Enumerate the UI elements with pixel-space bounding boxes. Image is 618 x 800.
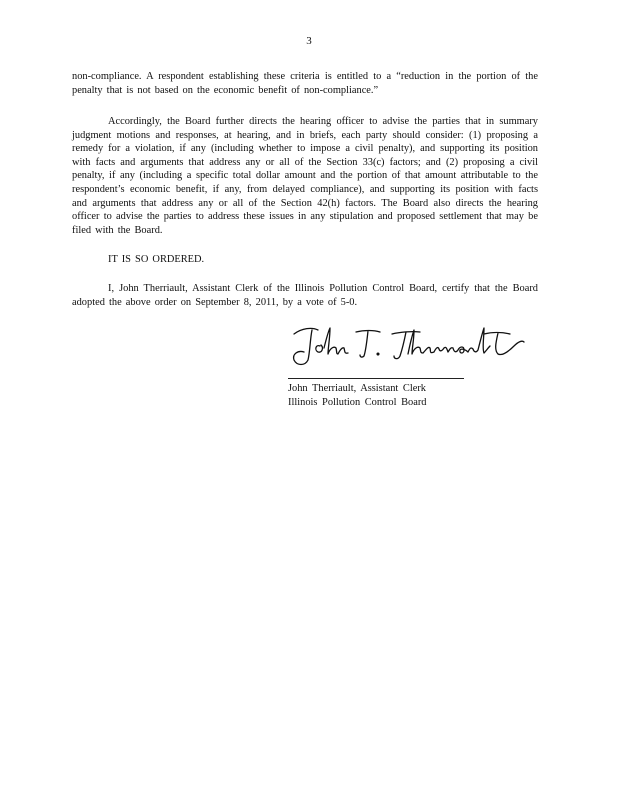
signer-name-title: John Therriault, Assistant Clerk [288,383,426,394]
page-number: 3 [306,35,312,47]
handwritten-signature [288,318,528,370]
paragraph-hearing-directions: Accordingly, the Board further directs the hearing officer to advise the parties that in summary judgment motions and responses, at hearing, and in briefs, each party should consider: (1) proposing a remedy for a violation, if any (including whether to impose a civil penalty), and supporting its position with facts and arguments that address any or all of the Section 33(c) factors; and (2) proposing a civil penalty, if any (including a specific total dollar amount and the portion of that amount attributable to the respondent’s economic benefit, if any, from delayed compliance), and supporting its position with facts and arguments that address any or all of the Section 42(h) factors. The Board also directs the hearing officer to advise the parties to address these issues in any stipulation and proposed settlement that may be filed with the Board. [72,116,538,236]
signature-line [288,378,464,379]
paragraph-so-ordered: IT IS SO ORDERED. [108,254,205,265]
paragraph-clerk-certification: I, John Therriault, Assistant Clerk of the Illinois Pollution Control Board, certify that the Board adopted the above order on September 8, 2011, by a vote of 5-0. [72,283,538,308]
paragraph-compliance-penalty: non-compliance. A respondent establishing these criteria is entitled to a “reduction in the portion of the penalty that is not based on the economic benefit of non-compliance.” [72,71,538,96]
signer-block [288,382,427,410]
signer-organization: Illinois Pollution Control Board [288,397,427,408]
